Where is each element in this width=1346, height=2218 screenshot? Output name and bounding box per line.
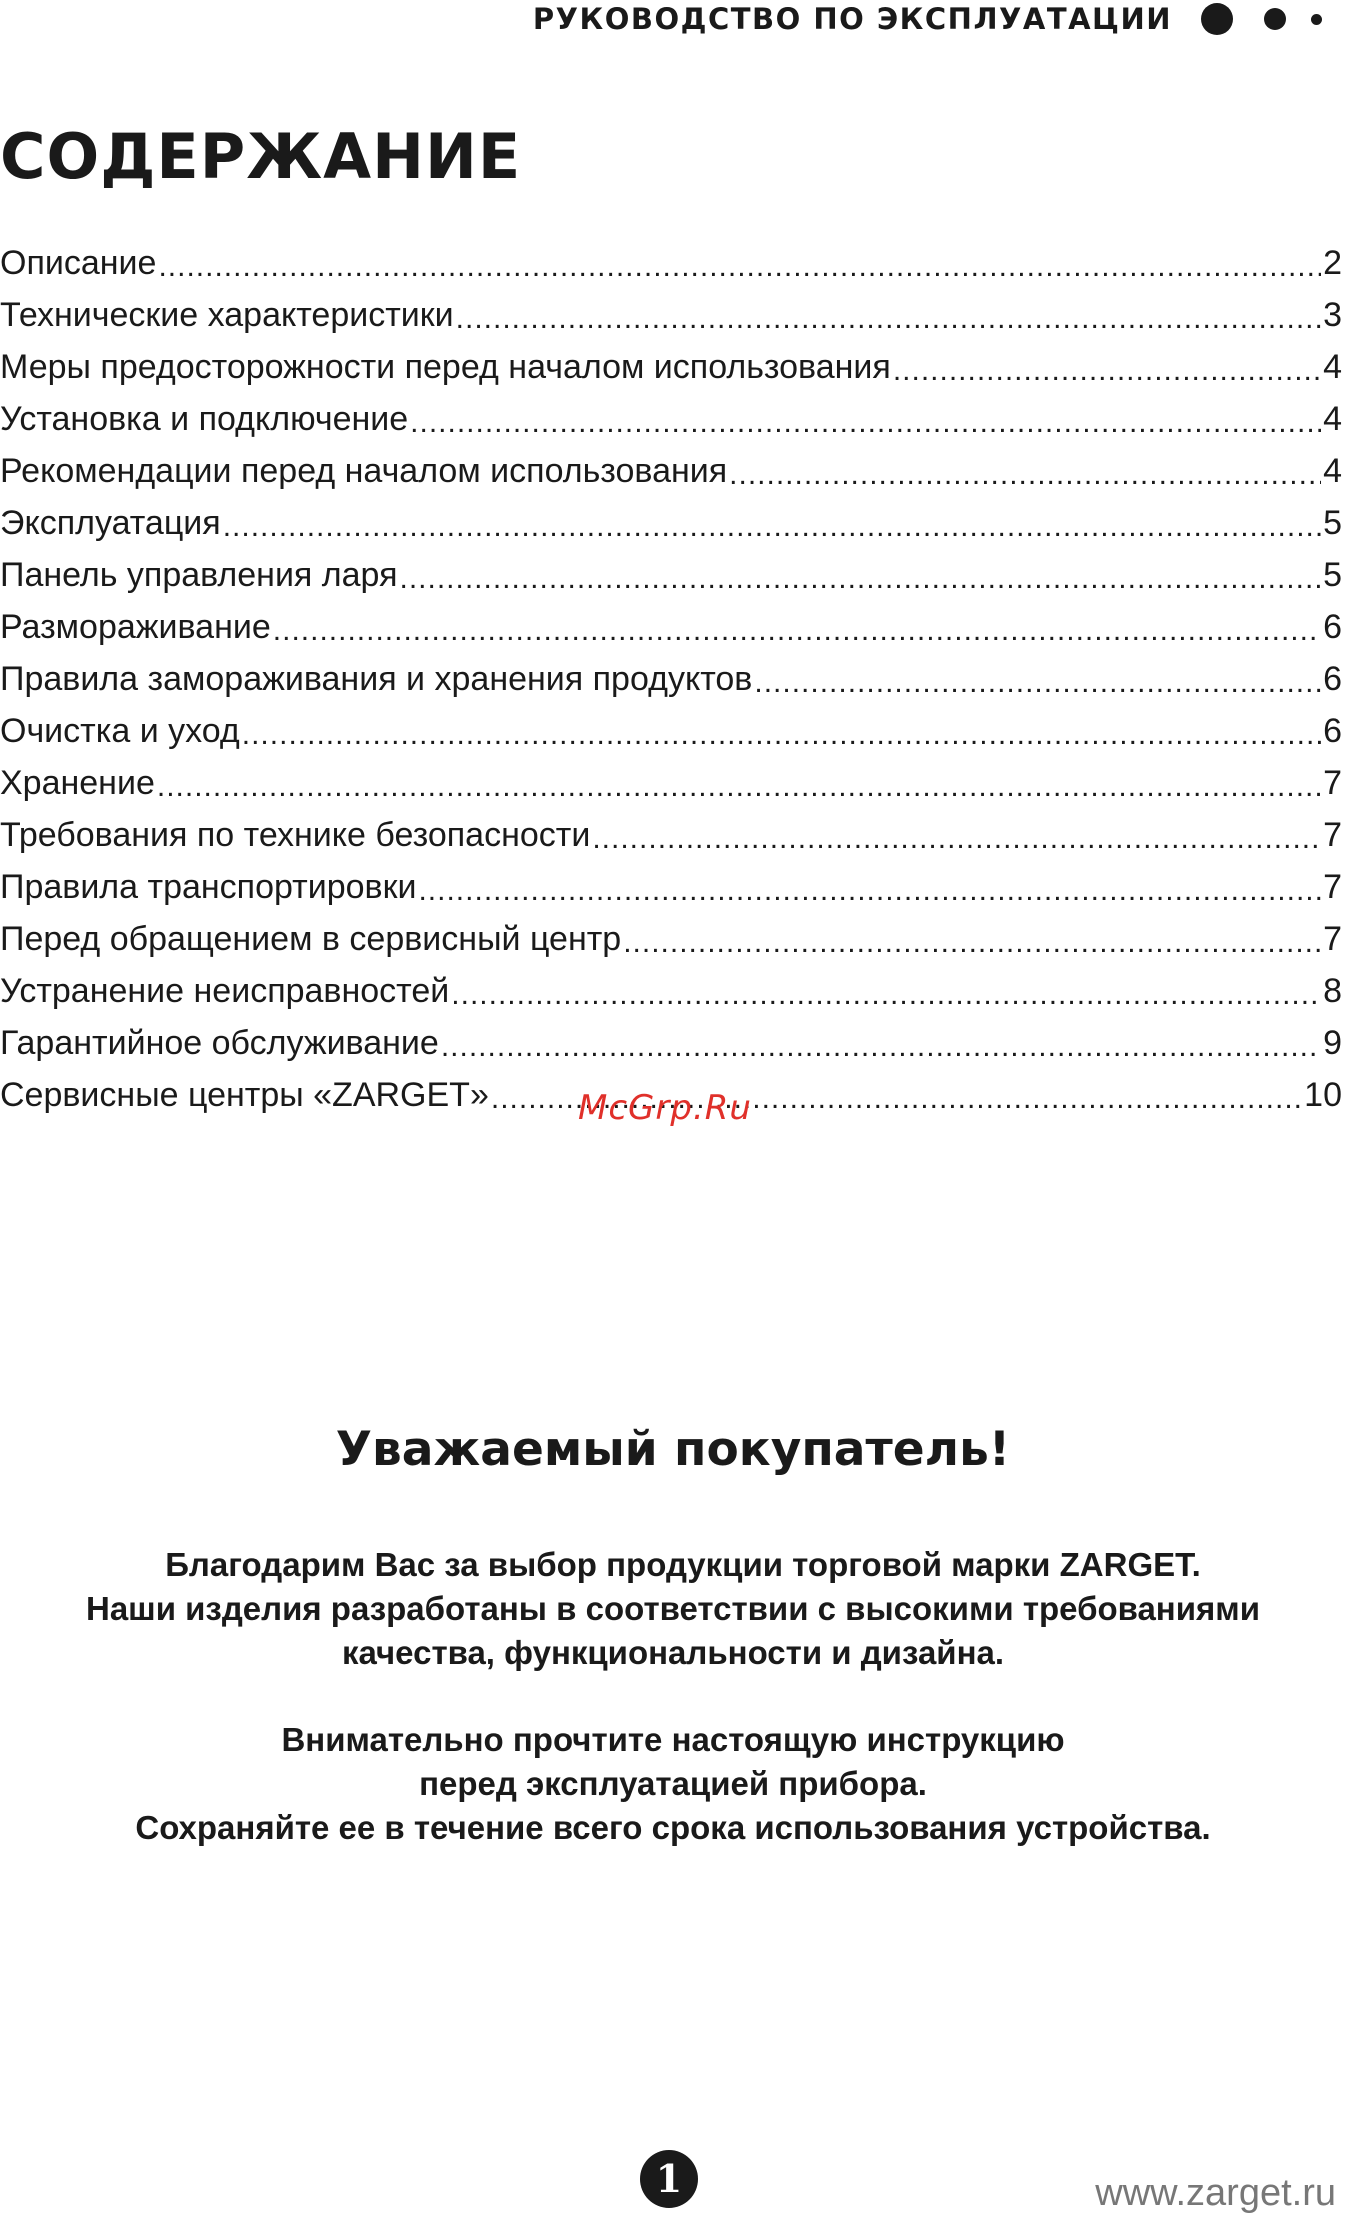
toc-item-page: 5 — [1323, 504, 1342, 542]
toc-item-page: 4 — [1323, 452, 1342, 490]
toc-leader-dots — [623, 922, 1321, 962]
toc-item-page: 7 — [1323, 764, 1342, 802]
instruction-line: Сохраняйте ее в течение всего срока использования устройства. — [135, 1809, 1211, 1846]
toc-item-title: Правила замораживания и хранения продуктов — [0, 660, 753, 698]
toc-item-page: 5 — [1323, 556, 1342, 594]
instruction-line: перед эксплуатацией прибора. — [419, 1765, 927, 1802]
toc-leader-dots — [451, 974, 1321, 1014]
toc-item-title: Описание — [0, 244, 157, 282]
toc-leader-dots — [410, 402, 1321, 442]
toc-item-page: 6 — [1323, 660, 1342, 698]
toc-item-title: Панель управления ларя — [0, 556, 398, 594]
toc-item-title: Меры предосторожности перед началом использования — [0, 348, 891, 386]
toc-item-page: 4 — [1323, 400, 1342, 438]
decorative-dot-small — [1311, 14, 1322, 25]
toc-item-control-panel[interactable] — [0, 556, 1342, 608]
decorative-dot-large — [1201, 3, 1233, 35]
toc-item-page: 4 — [1323, 348, 1342, 386]
toc-item-title: Требования по технике безопасности — [0, 816, 591, 854]
toc-item-defrosting[interactable] — [0, 608, 1342, 660]
toc-leader-dots — [456, 298, 1321, 338]
toc-item-title: Правила транспортировки — [0, 868, 417, 906]
toc-item-page: 3 — [1323, 296, 1342, 334]
toc-leader-dots — [223, 506, 1321, 546]
toc-item-transportation[interactable] — [0, 868, 1342, 920]
page-number-badge: 1 — [640, 2150, 698, 2208]
toc-item-page: 8 — [1323, 972, 1342, 1010]
toc-leader-dots — [273, 610, 1321, 650]
toc-leader-dots — [592, 818, 1321, 858]
toc-item-before-service[interactable] — [0, 920, 1342, 972]
toc-item-freezing-rules[interactable] — [0, 660, 1342, 712]
toc-item-title: Хранение — [0, 764, 155, 802]
toc-leader-dots — [893, 350, 1321, 390]
toc-item-title: Рекомендации перед началом использования — [0, 452, 728, 490]
toc-item-title: Очистка и уход — [0, 712, 240, 750]
toc-item-page: 6 — [1323, 608, 1342, 646]
instruction-paragraph — [0, 1718, 1346, 1850]
toc-item-page: 7 — [1323, 816, 1342, 854]
toc-item-page: 9 — [1323, 1024, 1342, 1062]
toc-item-safety[interactable] — [0, 816, 1342, 868]
toc-item-troubleshooting[interactable] — [0, 972, 1342, 1024]
toc-item-page: 2 — [1323, 244, 1342, 282]
page-header — [0, 0, 1346, 40]
toc-item-recommendations[interactable] — [0, 452, 1342, 504]
toc-leader-dots — [157, 766, 1321, 806]
toc-item-title: Сервисные центры «ZARGET» — [0, 1076, 489, 1114]
toc-leader-dots — [729, 454, 1321, 494]
watermark-text: McGrp.Ru — [578, 1088, 752, 1128]
toc-item-title: Размораживание — [0, 608, 271, 646]
toc-item-title: Гарантийное обслуживание — [0, 1024, 439, 1062]
thank-you-line: качества, функциональности и дизайна. — [341, 1634, 1005, 1671]
toc-leader-dots — [399, 558, 1321, 598]
toc-item-title: Установка и подключение — [0, 400, 409, 438]
greeting-title: Уважаемый покупатель! — [335, 1422, 1011, 1477]
toc-item-operation[interactable] — [0, 504, 1342, 556]
table-of-contents — [0, 244, 1342, 1128]
toc-item-page: 7 — [1323, 920, 1342, 958]
decorative-dot-medium — [1264, 8, 1286, 30]
website-link[interactable]: www.zarget.ru — [1095, 2172, 1336, 2214]
toc-item-warranty[interactable] — [0, 1024, 1342, 1076]
toc-item-title: Устранение неисправностей — [0, 972, 450, 1010]
toc-leader-dots — [418, 870, 1321, 910]
instruction-line: Внимательно прочтите настоящую инструкцию — [281, 1721, 1065, 1758]
toc-item-page: 7 — [1323, 868, 1342, 906]
toc-item-page: 6 — [1323, 712, 1342, 750]
toc-leader-dots — [158, 246, 1321, 286]
manual-title: РУКОВОДСТВО ПО ЭКСПЛУАТАЦИИ — [532, 2, 1172, 36]
toc-item-page: 10 — [1304, 1076, 1342, 1114]
toc-leader-dots — [441, 1026, 1321, 1066]
toc-item-title: Эксплуатация — [0, 504, 221, 542]
thank-you-paragraph — [0, 1543, 1346, 1675]
toc-item-precautions[interactable] — [0, 348, 1342, 400]
toc-item-cleaning[interactable] — [0, 712, 1342, 764]
toc-item-title: Технические характеристики — [0, 296, 454, 334]
toc-leader-dots — [754, 662, 1321, 702]
toc-item-description[interactable] — [0, 244, 1342, 296]
toc-item-title: Перед обращением в сервисный центр — [0, 920, 622, 958]
thank-you-line: Благодарим Вас за выбор продукции торговой марки ZARGET. — [165, 1546, 1201, 1583]
toc-leader-dots — [242, 714, 1321, 754]
thank-you-line: Наши изделия разработаны в соответствии с высокими требованиями — [86, 1590, 1260, 1627]
contents-heading: СОДЕРЖАНИЕ — [0, 120, 522, 193]
toc-item-storage[interactable] — [0, 764, 1342, 816]
toc-item-specifications[interactable] — [0, 296, 1342, 348]
toc-item-installation[interactable] — [0, 400, 1342, 452]
